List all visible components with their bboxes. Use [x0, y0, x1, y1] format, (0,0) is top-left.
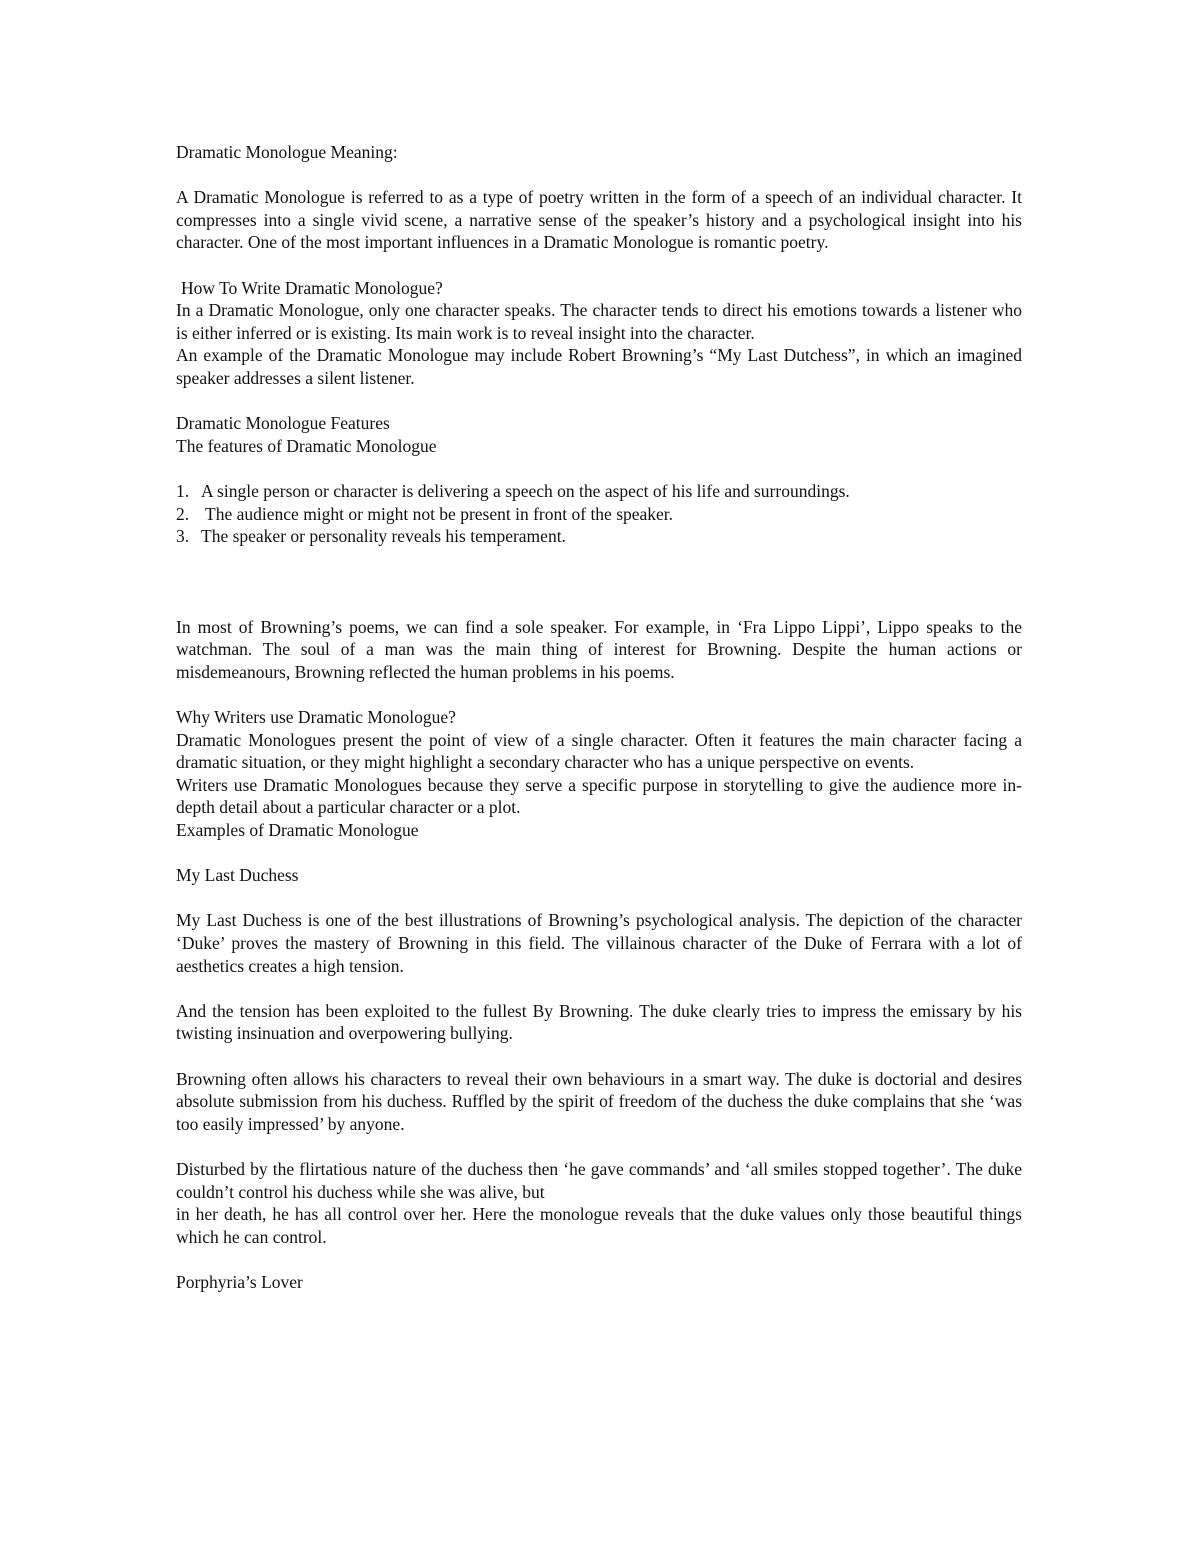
paragraph-browning-poems: In most of Browning’s poems, we can find a sole speaker. For example, in ‘Fra Lippo Lippi’, Lippo speaks to the watchman. The soul of a man was the main thing of interest for Browning. Despite the human actions or misdemeanours, Browning reflected the human problems in his poems.: [176, 616, 1022, 682]
paragraph-meaning: A Dramatic Monologue is referred to as a type of poetry written in the form of a speech of an individual character. It compresses into a single vivid scene, a narrative sense of the speaker’s history and a psychological insight into his character. One of the most important influences in a Dramatic Monologue is romantic poetry.: [176, 187, 1022, 253]
paragraph-how-to-write-1: In a Dramatic Monologue, only one character speaks. The character tends to direct his emotions towards a listener who is either inferred or is existing. Its main work is to reveal insight into the character.: [176, 300, 1022, 343]
paragraph-duchess-2: And the tension has been exploited to the fullest By Browning. The duke clearly tries to impress the emissary by his twisting insinuation and overpowering bullying.: [176, 1000, 1022, 1044]
list-item-text: The audience might or might not be present in front of the speaker.: [201, 503, 674, 524]
list-item-text: A single person or character is delivering a speech on the aspect of his life and surroundings.: [201, 480, 850, 501]
features-list: [176, 480, 1022, 548]
list-item: [176, 503, 1022, 526]
list-item: [176, 480, 1022, 503]
list-item: [176, 525, 1022, 548]
subheading-features: The features of Dramatic Monologue: [176, 435, 437, 456]
heading-how-to-write: How To Write Dramatic Monologue?: [181, 277, 443, 298]
heading-my-last-duchess: My Last Duchess: [176, 865, 299, 886]
paragraph-duchess-4a: Disturbed by the flirtatious nature of the duchess then ‘he gave commands’ and ‘all smiles stopped together’. The duke couldn’t control his duchess while she was alive, but: [176, 1158, 1022, 1202]
heading-porphyrias-lover: Porphyria’s Lover: [176, 1271, 303, 1292]
paragraph-how-to-write-2: An example of the Dramatic Monologue may include Robert Browning’s “My Last Dutchess”, in which an imagined speaker addresses a silent listener.: [176, 345, 1022, 388]
heading-features: Dramatic Monologue Features: [176, 413, 390, 434]
document-page: [176, 141, 1022, 1294]
paragraph-why-writers-1: Dramatic Monologues present the point of view of a single character. Often it features the main character facing a dramatic situation, or they might highlight a secondary character who has a unique perspective on events.: [176, 729, 1022, 773]
paragraph-duchess-1: My Last Duchess is one of the best illustrations of Browning’s psychological analysis. The depiction of the character ‘Duke’ proves the mastery of Browning in this field. The villainous character of the Duke of Ferrara with a lot of aesthetics creates a high tension.: [176, 910, 1022, 976]
paragraph-why-writers-2: Writers use Dramatic Monologues because they serve a specific purpose in storytelling to give the audience more in-depth detail about a particular character or a plot.: [176, 774, 1022, 818]
heading-examples: Examples of Dramatic Monologue: [176, 820, 419, 841]
list-item-text: The speaker or personality reveals his temperament.: [201, 526, 566, 547]
heading-meaning: Dramatic Monologue Meaning:: [176, 142, 398, 162]
paragraph-duchess-4b: in her death, he has all control over her. Here the monologue reveals that the duke values only those beautiful things which he can control.: [176, 1204, 1022, 1247]
paragraph-duchess-3: Browning often allows his characters to reveal their own behaviours in a smart way. The duke is doctorial and desires absolute submission from his duchess. Ruffled by the spirit of freedom of the duchess the duke complains that she ‘was too easily impressed’ by anyone.: [176, 1068, 1022, 1134]
list-item-number: 3.: [176, 526, 190, 547]
list-item-number: 1.: [176, 480, 190, 501]
heading-why-writers: Why Writers use Dramatic Monologue?: [176, 707, 456, 728]
list-item-number: 2.: [176, 503, 190, 524]
